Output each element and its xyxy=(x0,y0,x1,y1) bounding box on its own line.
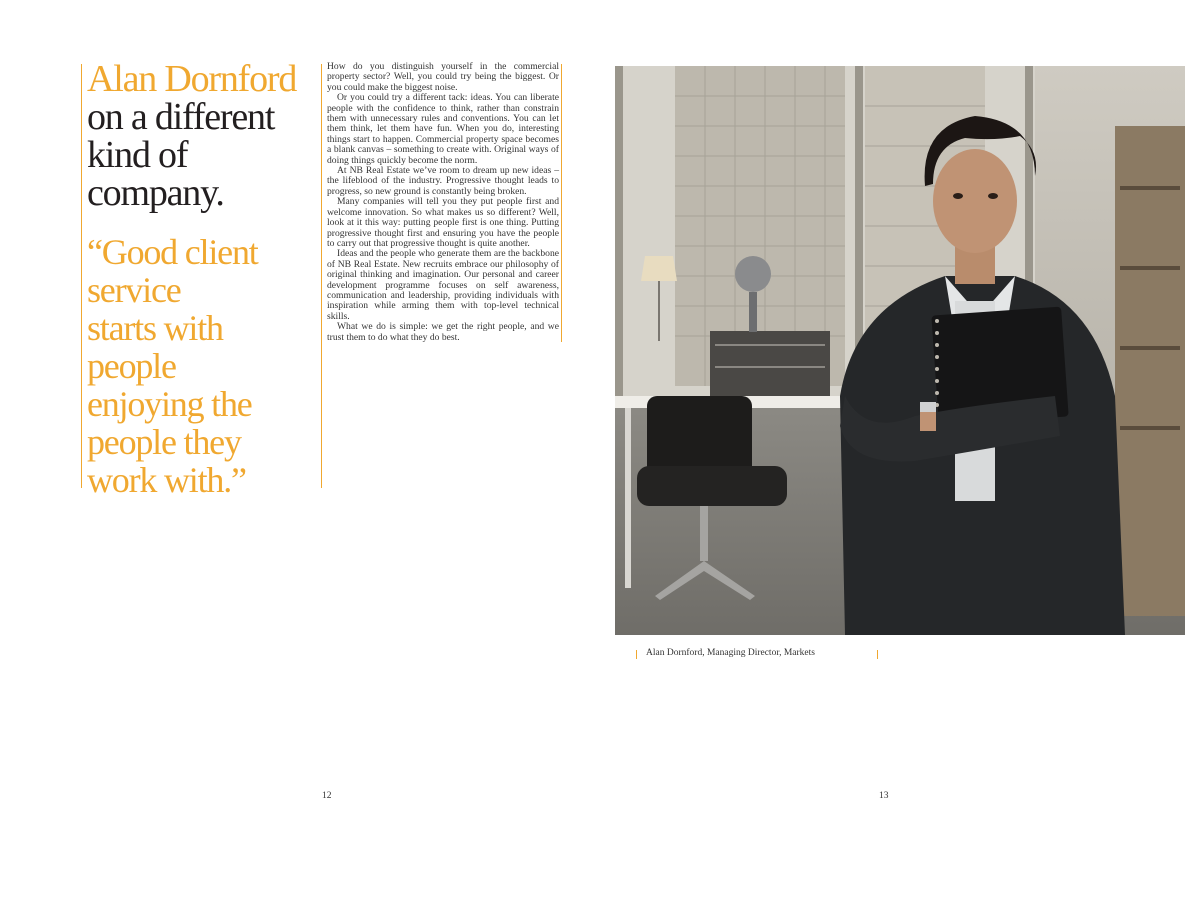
page-number-left: 12 xyxy=(322,791,332,801)
quote-line: “Good client xyxy=(87,232,258,272)
caption-accent-tick xyxy=(877,650,878,659)
body-paragraph: At NB Real Estate we’ve room to dream up new ideas – the lifeblood of the industry. Progressive thought leads to progress, so new ground is constantly being broken. xyxy=(327,165,559,197)
right-accent-rule xyxy=(561,64,562,342)
quote-line: work with.” xyxy=(87,460,246,500)
quote-line: people they xyxy=(87,422,241,462)
headline-line: kind of xyxy=(87,134,188,176)
portrait-photo xyxy=(615,66,1185,635)
photo-caption: Alan Dornford, Managing Director, Markets xyxy=(646,648,815,658)
pull-quote xyxy=(87,233,323,499)
headline xyxy=(87,60,323,212)
caption-accent-tick xyxy=(636,650,637,659)
headline-name: Alan Dornford xyxy=(87,58,297,100)
headline-line: company. xyxy=(87,172,224,214)
body-copy xyxy=(327,62,559,343)
quote-line: enjoying the xyxy=(87,384,252,424)
page-number-right: 13 xyxy=(879,791,889,801)
body-paragraph: Ideas and the people who generate them are the backbone of NB Real Estate. New recruits embrace our philosophy of original thinking and imagination. Our personal and career development programme focuses on self awareness, communication and leadership, providing individuals with inspiration while arming them with top-level technical skills. xyxy=(327,248,559,322)
quote-line: service xyxy=(87,270,181,310)
body-paragraph: Or you could try a different tack: ideas. You can liberate people with the confidence to think, rather than constrain them with unnecessary rules and conventions. You can let them think, let them have fun. When you do, interesting things start to happen. Commercial property space becomes a blank canvas – something to create with. Original ways of doing things quickly become the norm. xyxy=(327,92,559,166)
left-accent-rule xyxy=(81,64,82,488)
headline-line: on a different xyxy=(87,96,275,138)
quote-line: starts with xyxy=(87,308,223,348)
body-paragraph: How do you distinguish yourself in the commercial property sector? Well, you could try being the biggest. Or you could make the biggest noise. xyxy=(327,61,559,93)
office-scene-illustration xyxy=(615,66,1185,635)
body-paragraph: What we do is simple: we get the right people, and we trust them to do what they do best. xyxy=(327,321,559,343)
body-paragraph: Many companies will tell you they put people first and welcome innovation. So what makes us so different? Well, look at it this way: putting people first is one thing. Putting progressive thought first and ensuring you have the people to carry out that progressive thought is quite another. xyxy=(327,196,559,249)
quote-line: people xyxy=(87,346,176,386)
photo-caption-block xyxy=(634,648,894,662)
